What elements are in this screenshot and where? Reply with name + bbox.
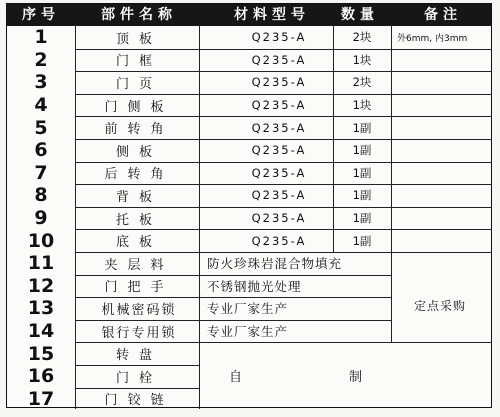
row-number: 17 xyxy=(27,387,55,410)
table-row xyxy=(7,320,491,343)
material-model: Q235-A xyxy=(251,143,307,158)
material-model: Q235-A xyxy=(251,120,307,135)
row-divider xyxy=(75,116,391,117)
quantity: 2块 xyxy=(352,75,372,90)
part-name: 转盘 xyxy=(115,348,162,364)
material-model: Q235-A xyxy=(251,211,307,226)
row-divider xyxy=(391,71,491,72)
row-divider xyxy=(199,342,491,343)
row-number: 5 xyxy=(34,116,48,139)
part-name: 门栓 xyxy=(115,370,162,386)
material-description: 防火珍珠岩混合物填充 xyxy=(207,256,343,272)
row-number: 10 xyxy=(27,229,55,252)
part-name: 背板 xyxy=(115,189,162,205)
material-description: 不锈钢抛光处理 xyxy=(207,278,302,294)
part-name: 门铰链 xyxy=(104,393,174,409)
row-number: 8 xyxy=(34,184,48,207)
row-divider xyxy=(75,365,199,366)
row-divider xyxy=(75,252,391,253)
col-divider xyxy=(75,26,76,409)
part-name: 银行专用锁 xyxy=(101,325,177,341)
quantity: 2块 xyxy=(352,30,372,45)
col-divider xyxy=(333,26,334,252)
quantity: 1副 xyxy=(352,188,372,203)
table-row xyxy=(7,71,491,94)
material-model: Q235-A xyxy=(251,188,307,203)
part-name: 前转角 xyxy=(104,122,174,138)
table-row xyxy=(7,26,491,49)
table-row xyxy=(7,252,491,275)
row-divider xyxy=(75,207,391,208)
material-description: 专业厂家生产 xyxy=(207,324,289,340)
header-note: 备注 xyxy=(424,7,462,23)
row-number: 7 xyxy=(34,161,48,184)
row-number: 1 xyxy=(34,26,48,49)
row-divider xyxy=(391,139,491,140)
merged-note-fixed-purchase: 定点采购 xyxy=(413,299,466,313)
material-model: Q235-A xyxy=(251,233,307,248)
col-divider xyxy=(199,26,200,409)
quantity: 1块 xyxy=(352,98,372,113)
material-model: Q235-A xyxy=(251,30,307,45)
row-divider xyxy=(75,162,391,163)
row-divider xyxy=(391,94,491,95)
row-divider xyxy=(75,388,199,389)
material-model: Q235-A xyxy=(251,52,307,67)
material-description: 专业厂家生产 xyxy=(207,301,289,317)
row-number: 16 xyxy=(27,365,55,388)
quantity: 1副 xyxy=(352,211,372,226)
row-number: 11 xyxy=(27,252,55,275)
row-divider xyxy=(75,184,391,185)
material-model: Q235-A xyxy=(251,75,307,90)
header-no: 序号 xyxy=(22,7,60,23)
quantity: 1副 xyxy=(352,165,372,180)
part-name: 侧板 xyxy=(115,144,162,160)
part-name: 夹层料 xyxy=(104,257,174,273)
table-row xyxy=(7,116,491,139)
row-divider xyxy=(75,229,391,230)
row-number: 13 xyxy=(27,297,55,320)
table-row xyxy=(7,207,491,230)
row-divider xyxy=(391,49,491,50)
quantity: 1副 xyxy=(352,143,372,158)
table-row xyxy=(7,162,491,185)
self-made-char-1: 自 xyxy=(229,370,243,385)
col-divider xyxy=(391,26,392,342)
part-name: 机械密码锁 xyxy=(101,302,177,318)
row-number: 2 xyxy=(34,48,48,71)
row-number: 6 xyxy=(34,139,48,162)
part-name: 门把手 xyxy=(104,280,174,296)
header-qty: 数量 xyxy=(341,7,379,23)
part-name: 门侧板 xyxy=(104,99,174,115)
table-row xyxy=(7,49,491,72)
row-divider xyxy=(75,71,391,72)
part-name: 托板 xyxy=(115,212,162,228)
row-number: 12 xyxy=(27,274,55,297)
part-name: 顶板 xyxy=(115,31,162,47)
note: 外6mm, 内3mm xyxy=(397,33,468,44)
merged-self-made xyxy=(199,344,389,404)
table-header xyxy=(7,4,491,26)
row-divider xyxy=(391,162,491,163)
material-model: Q235-A xyxy=(251,165,307,180)
quantity: 1副 xyxy=(352,233,372,248)
row-number: 3 xyxy=(34,71,48,94)
quantity: 1块 xyxy=(352,52,372,67)
table-row xyxy=(7,275,491,298)
row-divider xyxy=(391,207,491,208)
part-name: 门页 xyxy=(115,76,162,92)
part-name: 底板 xyxy=(115,235,162,251)
header-name: 部件名称 xyxy=(101,7,177,23)
table-row xyxy=(7,229,491,252)
row-divider xyxy=(75,94,391,95)
table-row xyxy=(7,184,491,207)
table-row xyxy=(7,94,491,117)
row-divider xyxy=(75,139,391,140)
row-divider xyxy=(75,275,391,276)
row-divider xyxy=(391,229,491,230)
row-number: 9 xyxy=(34,207,48,230)
row-number: 14 xyxy=(27,320,55,343)
row-number: 15 xyxy=(27,342,55,365)
row-divider xyxy=(75,320,391,321)
row-divider xyxy=(391,252,491,253)
row-divider xyxy=(75,49,391,50)
part-name: 后转角 xyxy=(104,167,174,183)
row-divider xyxy=(75,297,391,298)
header-material: 材料型号 xyxy=(234,7,310,23)
table-row xyxy=(7,139,491,162)
material-model: Q235-A xyxy=(251,98,307,113)
parts-table xyxy=(6,3,492,408)
row-divider xyxy=(391,116,491,117)
row-number: 4 xyxy=(34,94,48,117)
quantity: 1副 xyxy=(352,120,372,135)
row-divider xyxy=(391,184,491,185)
self-made-char-2: 制 xyxy=(349,370,363,385)
part-name: 门框 xyxy=(115,54,162,70)
